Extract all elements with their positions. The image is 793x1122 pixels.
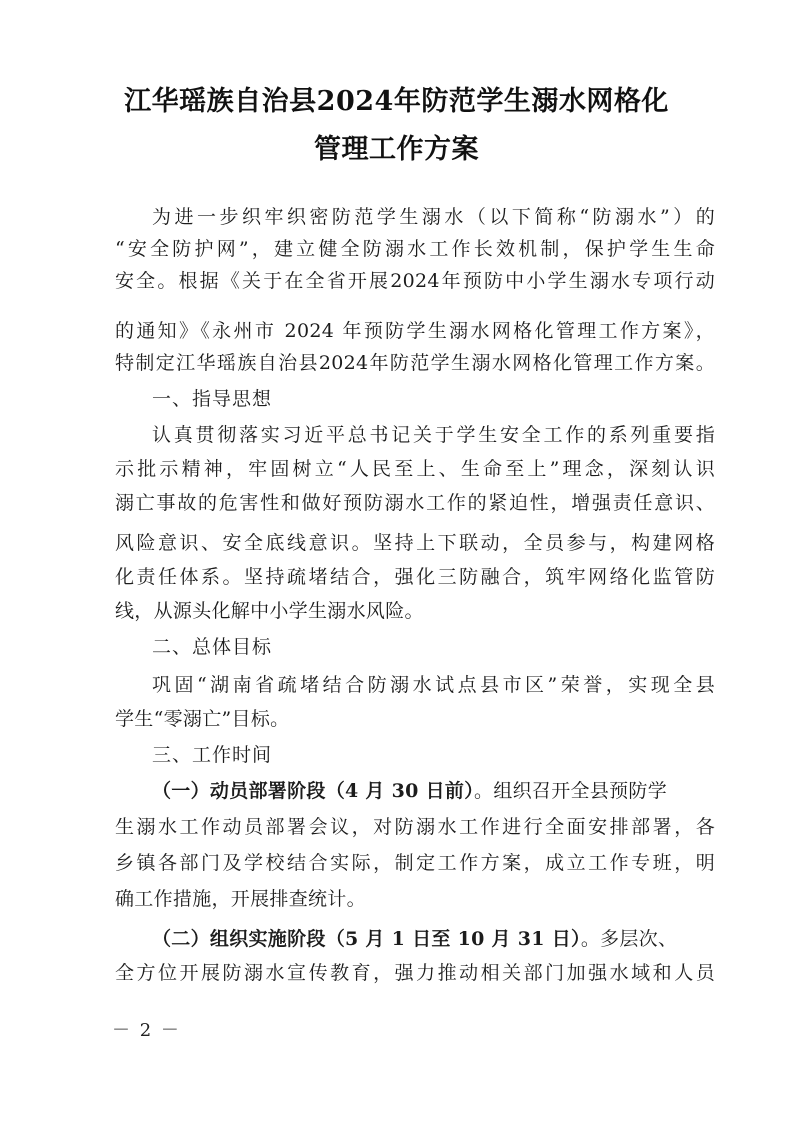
stage2-line: 全方位开展防溺水宣传教育，强力推动相关部门加强水域和人员 [115, 962, 715, 984]
section-heading-guiding-ideology: 一、指导思想 [152, 388, 273, 410]
intro-line: 特制定江华瑶族自治县2024年防范学生溺水网格化管理工作方案。 [115, 352, 715, 374]
stage2-first-line [152, 924, 715, 954]
section1-line: 溺亡事故的危害性和做好预防溺水工作的紧迫性，增强责任意识、 [115, 492, 715, 514]
section1-line: 化责任体系。坚持疏堵结合，强化三防融合，筑牢网络化监管防 [115, 566, 715, 588]
stage2-label: （二）组织实施阶段（5 月 1 日至 10 月 31 日） [152, 928, 581, 950]
section2-line: 学生“零溺亡”目标。 [115, 708, 290, 730]
section1-line: 风险意识、安全底线意识。坚持上下联动，全员参与，构建网格 [115, 532, 715, 554]
stage1-label: （一）动员部署阶段（4 月 30 日前） [152, 780, 475, 802]
stage1-line: 乡镇各部门及学校结合实际，制定工作方案，成立工作专班，明 [115, 852, 715, 874]
intro-line: 的通知》《永州市 2024 年预防学生溺水网格化管理工作方案》， [115, 320, 715, 342]
section2-line: 巩固“湖南省疏堵结合防溺水试点县市区”荣誉，实现全县 [152, 674, 715, 696]
document-title-line-1: 江华瑶族自治县2024年防范学生溺水网格化 [124, 86, 669, 117]
stage1-first-rest: 。组织召开全县预防学 [474, 780, 668, 802]
stage2-first-rest: 。多层次、 [580, 928, 678, 950]
intro-line: 为进一步织牢织密防范学生溺水（以下简称“防溺水”）的 [152, 206, 715, 228]
section-heading-overall-goal: 二、总体目标 [152, 636, 273, 658]
stage1-first-line [152, 776, 715, 806]
section1-line: 认真贯彻落实习近平总书记关于学生安全工作的系列重要指 [152, 424, 715, 446]
page-number: － 2 － [112, 1020, 181, 1041]
stage1-line: 生溺水工作动员部署会议，对防溺水工作进行全面安排部署，各 [115, 816, 715, 838]
stage1-line: 确工作措施，开展排查统计。 [115, 888, 366, 910]
document-title-line-2: 管理工作方案 [314, 134, 479, 165]
section1-line: 线，从源头化解中小学生溺水风险。 [115, 600, 424, 622]
intro-line: “安全防护网”，建立健全防溺水工作长效机制，保护学生生命 [115, 238, 715, 260]
intro-line: 安全。根据《关于在全省开展2024年预防中小学生溺水专项行动 [115, 270, 715, 292]
section-heading-work-schedule: 三、工作时间 [152, 744, 273, 766]
section1-line: 示批示精神，牢固树立“人民至上、生命至上”理念，深刻认识 [115, 458, 715, 480]
